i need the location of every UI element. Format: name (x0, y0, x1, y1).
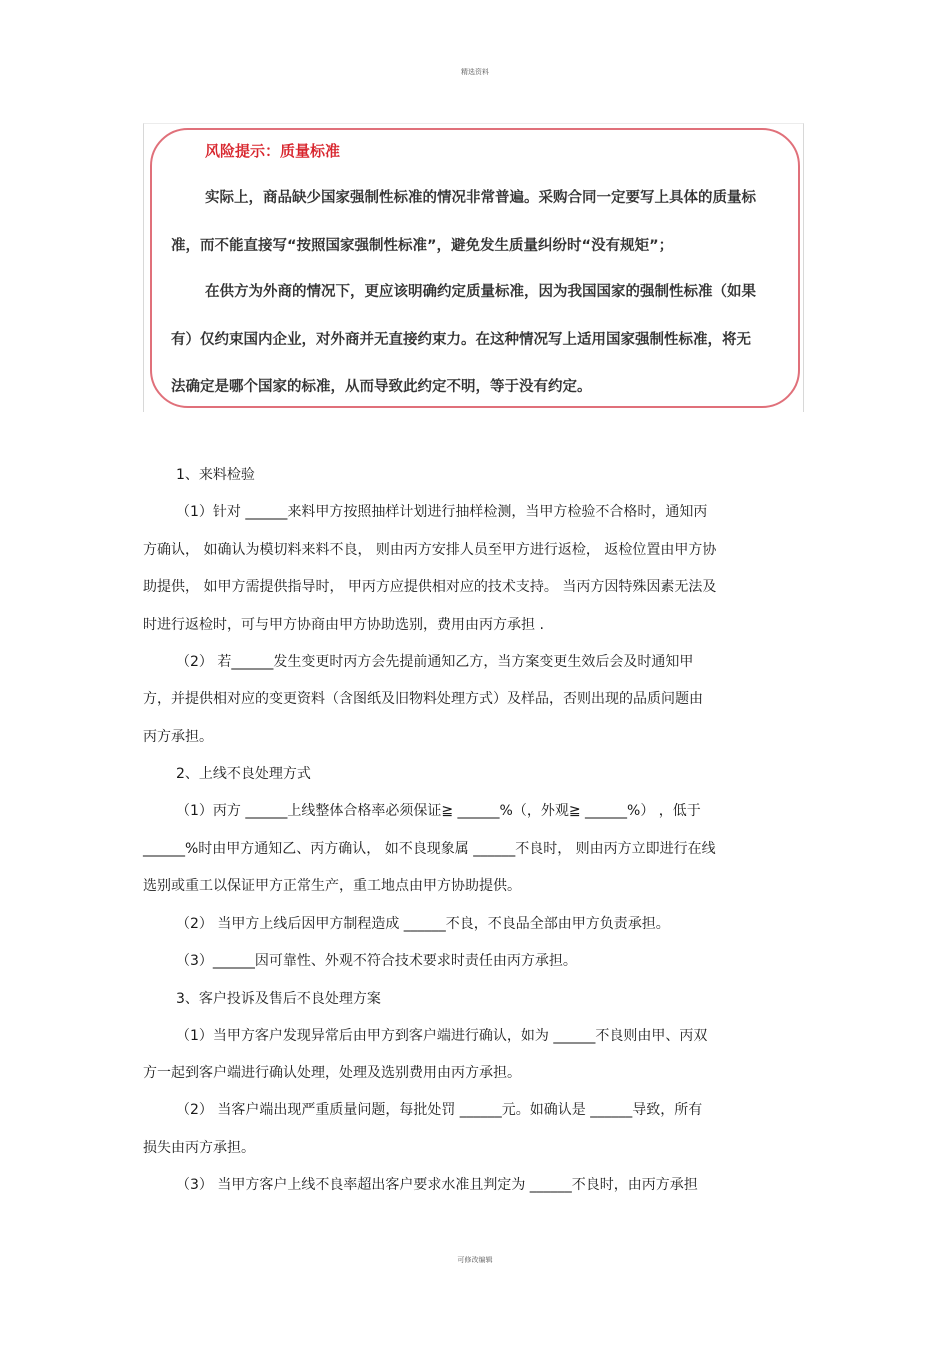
paragraph-line: 方一起到客户端进行确认处理，处理及选别费用由丙方承担。 (143, 1065, 521, 1081)
paragraph-line: （3）______因可靠性、外观不符合技术要求时责任由丙方承担。 (176, 953, 577, 969)
page-footer: 可修改编辑 (457, 1256, 493, 1264)
paragraph-line: 方确认， 如确认为模切料来料不良， 则由丙方安排人员至甲方进行返检， 返检位置由甲方协 (143, 542, 717, 558)
paragraph-line: ______%时由甲方通知乙、丙方确认， 如不良现象属 ______不良时， 则由丙方立即进行在线 (143, 841, 716, 857)
risk-tip-line: 准，而不能直接写“按照国家强制性标准”，避免发生质量纠纷时“没有规矩”； (171, 238, 674, 254)
risk-tip-frame (143, 123, 804, 412)
paragraph-line: 助提供， 如甲方需提供指导时， 甲丙方应提供相对应的技术支持。 当丙方因特殊因素无法及 (143, 579, 717, 595)
risk-tip-box (150, 128, 800, 408)
page-header: 精选资料 (461, 68, 489, 76)
risk-tip-line: 有）仅约束国内企业，对外商并无直接约束力。在这种情况写上适用国家强制性标准，将无 (171, 332, 751, 348)
paragraph-line: （2） 若______发生变更时丙方会先提前通知乙方，当方案变更生效后会及时通知甲 (176, 654, 694, 670)
paragraph-line: （1）针对 ______来料甲方按照抽样计划进行抽样检测，当甲方检验不合格时，通知丙 (176, 504, 708, 520)
paragraph-line: （2） 当甲方上线后因甲方制程造成 ______不良，不良品全部由甲方负责承担。 (176, 916, 670, 932)
paragraph-line: （1）丙方 ______上线整体合格率必须保证≧ ______%（，外观≧ ______%） ，低于 (176, 803, 701, 819)
paragraph-line: 损失由丙方承担。 (143, 1140, 255, 1156)
paragraph-line: （1）当甲方客户发现异常后由甲方到客户端进行确认，如为 ______不良则由甲、丙双 (176, 1028, 708, 1044)
section-heading: 3、客户投诉及售后不良处理方案 (176, 991, 381, 1007)
paragraph-line: 时进行返检时，可与甲方协商由甲方协助选别，费用由丙方承担 . (143, 617, 544, 633)
section-heading: 2、上线不良处理方式 (176, 766, 311, 782)
paragraph-line: 丙方承担。 (143, 729, 213, 745)
risk-tip-title: 风险提示：质量标准 (205, 142, 341, 160)
risk-tip-line: 法确定是哪个国家的标准，从而导致此约定不明，等于没有约定。 (171, 379, 592, 395)
paragraph-line: 方，并提供相对应的变更资料（含图纸及旧物料处理方式）及样品，否则出现的品质问题由 (143, 691, 703, 707)
risk-tip-line: 实际上，商品缺少国家强制性标准的情况非常普遍。采购合同一定要写上具体的质量标 (205, 190, 756, 206)
risk-tip-line: 在供方为外商的情况下，更应该明确约定质量标准，因为我国国家的强制性标准（如果 (205, 284, 756, 300)
paragraph-line: 选别或重工以保证甲方正常生产，重工地点由甲方协助提供。 (143, 878, 521, 894)
section-heading: 1、来料检验 (176, 467, 255, 483)
paragraph-line: （3） 当甲方客户上线不良率超出客户要求水准且判定为 ______不良时，由丙方承担 (176, 1177, 698, 1193)
paragraph-line: （2） 当客户端出现严重质量问题，每批处罚 ______元。如确认是 ______导致，所有 (176, 1102, 703, 1118)
